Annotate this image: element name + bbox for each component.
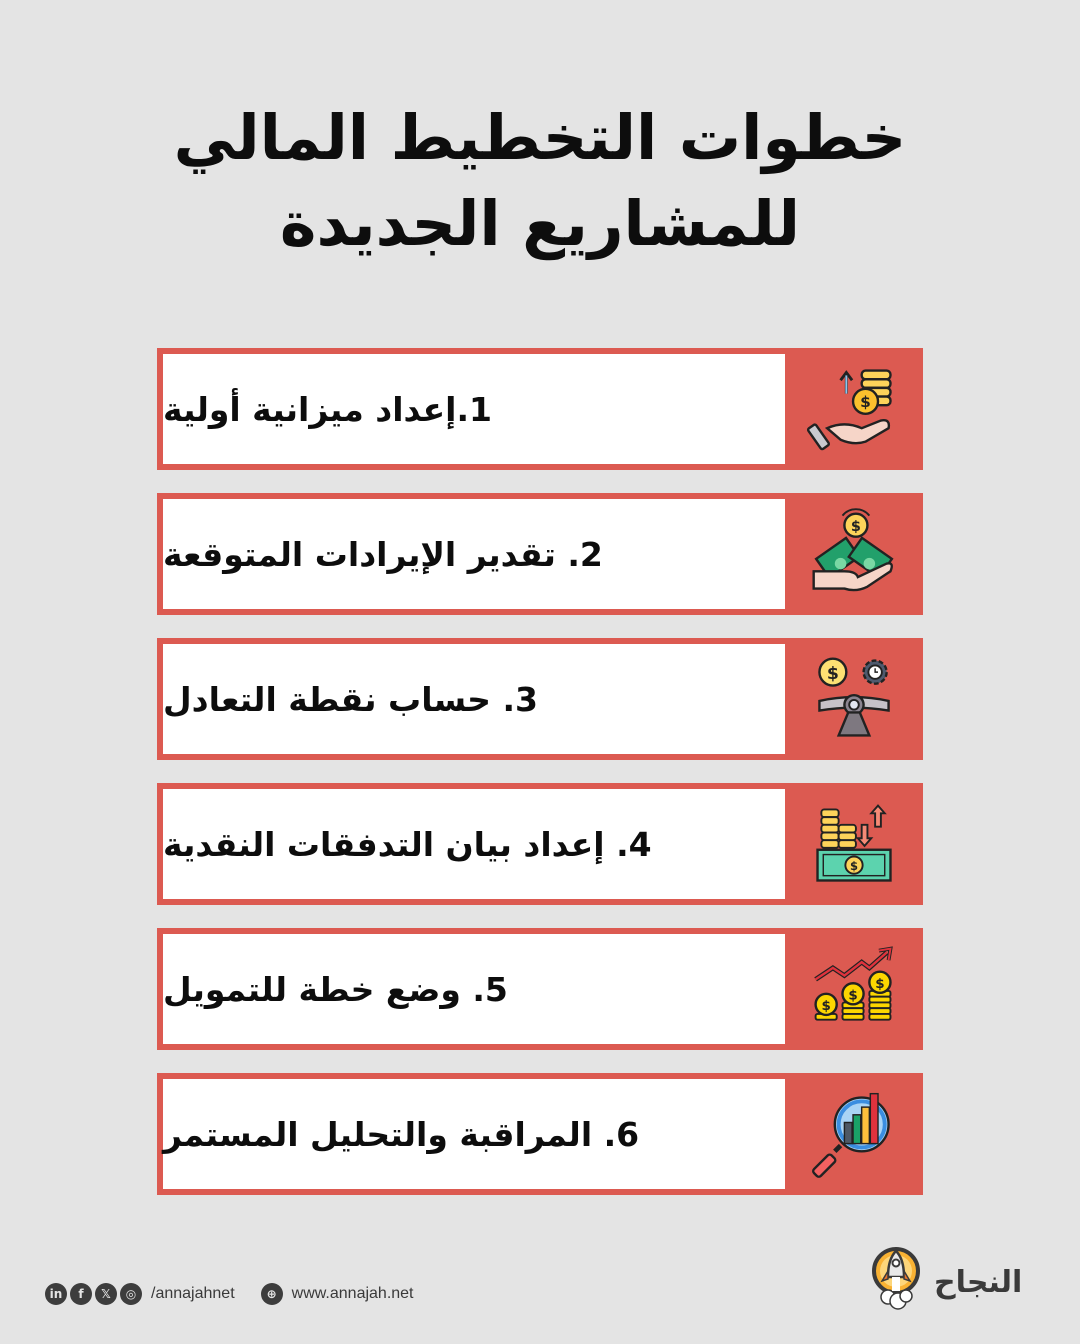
step-card-6	[157, 1073, 923, 1195]
svg-text:$: $	[860, 393, 871, 412]
step-text-box	[163, 644, 785, 754]
globe-icon: ⊕	[261, 1283, 283, 1305]
rocket-logo-icon	[868, 1245, 928, 1319]
step-card-3	[157, 638, 923, 760]
step-card-2	[157, 493, 923, 615]
brand-name: النجاح	[934, 1264, 1023, 1300]
step-label: 3. حساب نقطة التعادل	[163, 679, 538, 719]
step-text-box	[163, 934, 785, 1044]
magnifier-chart-icon	[785, 1073, 923, 1195]
footer	[45, 1283, 414, 1305]
linkedin-icon[interactable]: in	[45, 1283, 67, 1305]
svg-text:$: $	[848, 988, 858, 1004]
step-card-4	[157, 783, 923, 905]
balance-scale-icon	[785, 638, 923, 760]
website-link[interactable]: www.annajah.net	[291, 1285, 414, 1302]
step-label: 1.إعداد ميزانية أولية	[163, 389, 492, 429]
step-label: 2. تقدير الإيرادات المتوقعة	[163, 534, 603, 574]
step-text-box	[163, 354, 785, 464]
svg-text:$: $	[850, 518, 861, 535]
step-text-box	[163, 789, 785, 899]
step-text-box	[163, 1079, 785, 1189]
svg-text:$: $	[849, 858, 859, 873]
svg-text:$: $	[821, 999, 831, 1015]
svg-text:$: $	[875, 977, 885, 993]
hand-money-icon	[785, 493, 923, 615]
hand-coins-up-icon	[785, 348, 923, 470]
svg-text:$: $	[826, 663, 839, 684]
x-icon[interactable]: 𝕏	[95, 1283, 117, 1305]
step-card-5	[157, 928, 923, 1050]
step-label: 5. وضع خطة للتمويل	[163, 969, 508, 1009]
instagram-icon[interactable]: ◎	[120, 1283, 142, 1305]
step-text-box	[163, 499, 785, 609]
step-card-1	[157, 348, 923, 470]
title-line-1: خطوات التخطيط المالي	[173, 101, 907, 174]
facebook-icon[interactable]: f	[70, 1283, 92, 1305]
title-line-2: للمشاريع الجديدة	[279, 187, 801, 260]
brand-logo	[868, 1245, 1022, 1319]
step-label: 4. إعداد بيان التدفقات النقدية	[163, 824, 652, 864]
step-label: 6. المراقبة والتحليل المستمر	[163, 1114, 640, 1154]
social-handle[interactable]: /annajahnet	[151, 1285, 235, 1302]
steps-list	[157, 348, 923, 1218]
growth-coins-icon	[785, 928, 923, 1050]
page-title	[0, 95, 1080, 267]
cash-flow-icon	[785, 783, 923, 905]
